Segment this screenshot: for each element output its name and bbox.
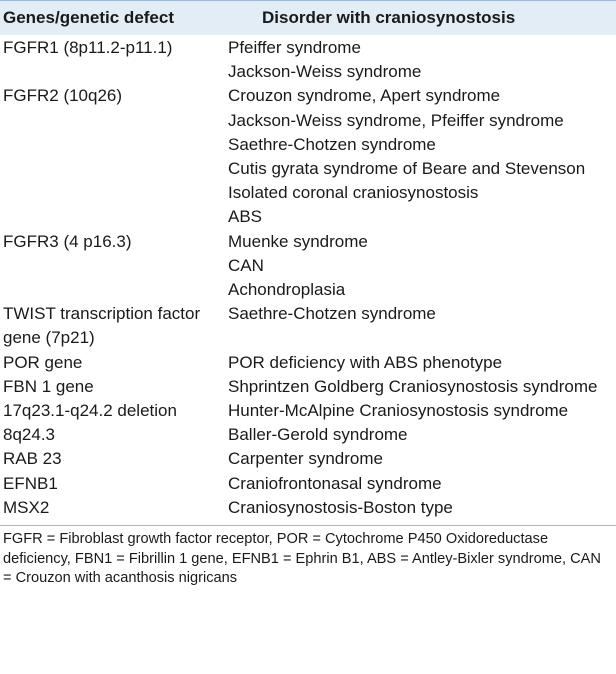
table-row — [0, 423, 616, 447]
disorder-item: POR deficiency with ABS phenotype — [228, 352, 503, 372]
disorder-item: Saethre-Chotzen syndrome — [228, 134, 436, 154]
disorder-item: ABS — [228, 207, 263, 227]
table-row — [0, 375, 616, 399]
gene-cell: FBN 1 gene — [3, 376, 94, 396]
disorder-cell — [228, 230, 616, 303]
disorder-cell — [228, 84, 616, 229]
gene-cell: FGFR3 (4 p16.3) — [3, 231, 132, 251]
table-row — [0, 230, 616, 303]
gene-cell: POR gene — [3, 352, 83, 372]
disorder-cell — [228, 496, 616, 520]
gene-cell: TWIST transcription factor gene (7p21) — [3, 304, 201, 348]
disorder-cell — [228, 36, 616, 84]
table-row — [0, 472, 616, 496]
gene-cell: 17q23.1-q24.2 deletion — [3, 401, 177, 421]
table-row — [0, 496, 616, 520]
disorder-item: CAN — [228, 255, 264, 275]
disorder-item: Crouzon syndrome, Apert syndrome — [228, 86, 501, 106]
table-row — [0, 36, 616, 84]
table-row — [0, 351, 616, 375]
table-body — [0, 35, 616, 520]
table-row — [0, 399, 616, 423]
table-row — [0, 84, 616, 229]
disorder-item: Saethre-Chotzen syndrome — [228, 304, 436, 324]
gene-cell: EFNB1 — [3, 473, 58, 493]
disorder-cell — [228, 399, 616, 423]
disorder-item: Muenke syndrome — [228, 231, 368, 251]
header-genes: Genes/genetic defect — [3, 8, 175, 27]
disorder-item: Shprintzen Goldberg Craniosynostosis syndrome — [228, 376, 598, 396]
table-row — [0, 302, 616, 350]
gene-cell: FGFR1 (8p11.2-p11.1) — [3, 38, 173, 57]
table-row — [0, 447, 616, 471]
disorder-cell — [228, 351, 616, 375]
disorder-item: Hunter-McAlpine Craniosynostosis syndrome — [228, 401, 569, 421]
disorder-item: Cutis gyrata syndrome of Beare and Stevenson — [228, 159, 586, 179]
gene-cell: 8q24.3 — [3, 425, 55, 445]
header-disorder: Disorder with craniosynostosis — [262, 8, 516, 27]
table-footnote: FGFR = Fibroblast growth factor receptor, POR = Cytochrome P450 Oxidoreductase deficiency, FBN1 = Fibrillin 1 gene, EFNB1 = Ephrin B1, ABS = Antley-Bixler syndrome, CAN = Crouzon with acanthosis nigricans — [3, 531, 601, 587]
disorder-item: Carpenter syndrome — [228, 449, 383, 469]
disorder-item: Craniosynostosis-Boston type — [228, 497, 453, 517]
disorder-cell — [228, 447, 616, 471]
disorder-item: Pfeiffer syndrome — [228, 38, 361, 57]
disorder-item: Isolated coronal craniosynostosis — [228, 183, 479, 203]
gene-cell: RAB 23 — [3, 449, 62, 469]
disorder-item: Jackson-Weiss syndrome, Pfeiffer syndrome — [228, 110, 564, 130]
disorder-cell — [228, 375, 616, 399]
disorder-item: Jackson-Weiss syndrome — [228, 62, 422, 82]
disorder-cell — [228, 423, 616, 447]
gene-cell: MSX2 — [3, 497, 50, 517]
disorder-item: Craniofrontonasal syndrome — [228, 473, 442, 493]
disorder-item: Achondroplasia — [228, 280, 346, 300]
gene-cell: FGFR2 (10q26) — [3, 86, 123, 106]
table-header — [0, 0, 616, 35]
disorder-cell — [228, 302, 616, 326]
disorder-cell — [228, 472, 616, 496]
disorder-item: Baller-Gerold syndrome — [228, 425, 408, 445]
